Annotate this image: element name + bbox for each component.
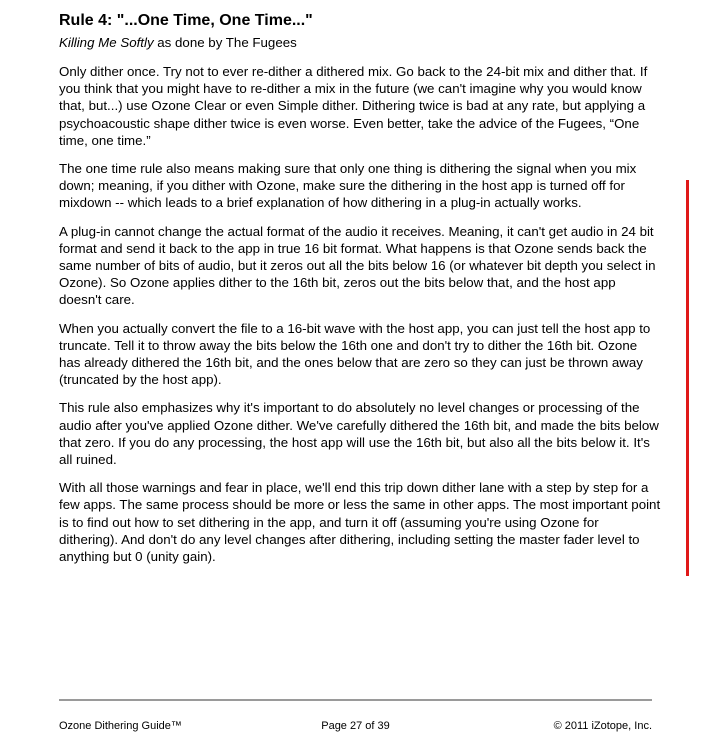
- footer-divider: [59, 699, 652, 701]
- footer-copyright: © 2011 iZotope, Inc.: [553, 720, 652, 732]
- revision-change-bar: [686, 180, 689, 576]
- paragraph-4: When you actually convert the file to a 16-bit wave with the host app, you can just tell the host app to truncate. Tell it to throw away the bits below the 16th one and don't try to dither the 16th bit. Ozone has already dithered the 16th bit, and the ones below that are zero so they can just be thrown away (truncated by the host app).: [59, 320, 651, 388]
- paragraph-2: The one time rule also means making sure that only one thing is dithering the signal when you mix down; meaning, if you dither with Ozone, make sure the dithering in the host app is turned off for mixdown -- which leads to a brief explanation of how dithering in a plug-in actually works.: [59, 161, 637, 211]
- song-credit-text: as done by The Fugees: [153, 35, 297, 50]
- body-text: [59, 63, 661, 576]
- paragraph-1: Only dither once. Try not to ever re-dither a dithered mix. Go back to the 24-bit mix and dither that. If you think that you might have to re-dither a mix in the future (we can't imagine why you would know that, but...) use Ozone Clear or even Simple dither. Dithering twice is bad at any rate, but applying a psychoacoustic shape dither twice is even worse. Even better, take the advice of the Fugees, “One time, one time.”: [59, 64, 648, 148]
- song-credit: [59, 34, 659, 52]
- paragraph-3: A plug-in cannot change the actual format of the audio it receives. Meaning, it can't get audio in 24 bit format and send it back to the app in true 16 bit format. What happens is that Ozone sends back the same number of bits of audio, but it zeros out all the bits below 16 (or whatever bit depth you select in Ozone). So Ozone applies dither to the 16th bit, zeros out the bits below that, and the host app doesn't care.: [59, 223, 656, 308]
- paragraph-5: This rule also emphasizes why it's important to do absolutely no level changes or processing of the audio after you've applied Ozone dither. We've carefully dithered the 16th bit, and made the bits below that zero. If you do any processing, the host app will use the 16th bit, but also all the bits below it. It's all ruined.: [59, 400, 659, 468]
- footer-page-number: Page 27 of 39: [321, 720, 390, 732]
- paragraph-6: With all those warnings and fear in place, we'll end this trip down dither lane with a step by step for a few apps. The same process should be more or less the same in other apps. The most important point is to find out how to set dithering in the app, and turn it off (assuming you're using Ozone for dithering). And don't do any level changes after dithering, including setting the master fader level to anything but 0 (unity gain).: [59, 480, 661, 565]
- page-footer: [59, 719, 652, 735]
- song-title: Killing Me Softly: [59, 35, 154, 50]
- rule-heading: Rule 4: "...One Time, One Time...": [59, 12, 313, 29]
- footer-guide-title: Ozone Dithering Guide™: [59, 720, 182, 732]
